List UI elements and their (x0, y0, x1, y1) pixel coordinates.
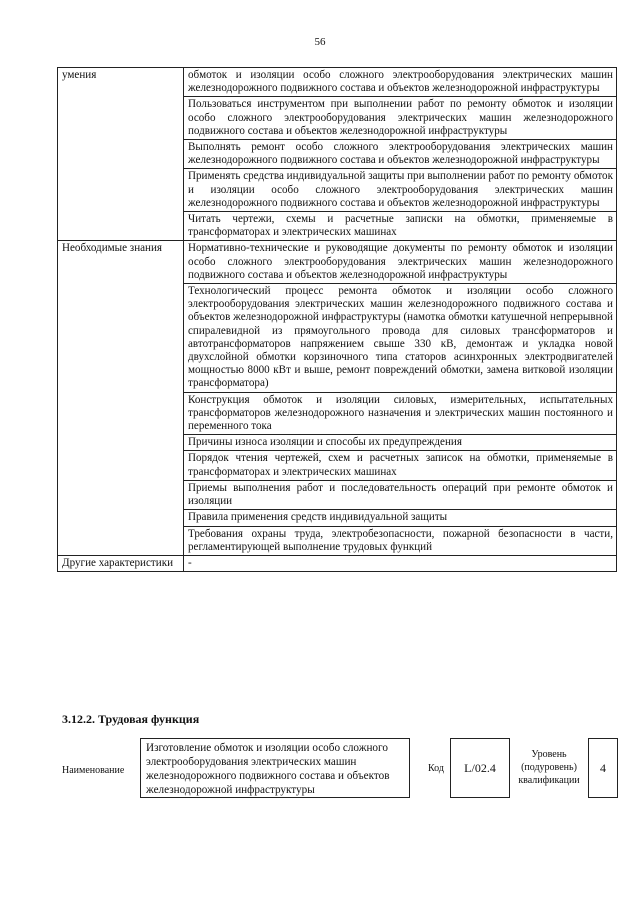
table-row (58, 555, 617, 571)
section-heading: 3.12.2. Трудовая функция (62, 712, 200, 726)
table-cell: Читать чертежи, схемы и расчетные записки на обмотки, применяемые в трансформаторах и электрических машинах (184, 212, 617, 241)
requirements-table (57, 67, 617, 572)
table-cell: Причины износа изоляции и способы их предупреждения (184, 435, 617, 451)
table-cell: Приемы выполнения работ и последовательность операций при ремонте обмоток и изоляции (184, 480, 617, 509)
row-label-knowledge: Необходимые знания (58, 241, 184, 555)
table-row (58, 68, 617, 97)
qualification-level-label: Уровень (подуровень) квалификации (518, 749, 580, 786)
name-label: Наименование (62, 765, 125, 776)
table-cell: Технологический процесс ремонта обмоток и изоляции особо сложного электрооборудования электрических машин железнодорожного подвижного состава и объектов железнодорожной инфраструктуры (намотка обмотки катушечной непрерывной спиралевидной из прямоугольного провода для силовых трансформаторов и автотрансформаторов напряжением свыше 330 кВ, демонтаж и укладка новой двухслойной обмотки корзиночного типа статоров асинхронных электродвигателей мощностью 8000 кВт и выше, ремонт повреждений обмотки, замена витковой изоляции трансформатора) (184, 284, 617, 393)
table-cell: Требования охраны труда, электробезопасности, пожарной безопасности в части, регламентирующей выполнение трудовых функций (184, 526, 617, 555)
row-label-other: Другие характеристики (58, 555, 184, 571)
table-cell: обмоток и изоляции особо сложного электрооборудования электрических машин железнодорожного подвижного состава и объектов железнодорожной инфраструктуры (184, 68, 617, 97)
row-label-skills: умения (58, 68, 184, 241)
table-cell: Выполнять ремонт особо сложного электрооборудования электрических машин железнодорожного подвижного состава и объектов железнодорожной инфраструктуры (184, 140, 617, 169)
table-cell: Порядок чтения чертежей, схем и расчетных записок на обмотки, применяемые в трансформаторах и электрических машинах (184, 451, 617, 480)
table-cell: Конструкция обмоток и изоляции силовых, измерительных, испытательных трансформаторов железнодорожного назначения и электрических машин постоянного и переменного тока (184, 392, 617, 435)
table-row (58, 241, 617, 284)
table-cell: Правила применения средств индивидуальной защиты (184, 510, 617, 526)
code-label: Код (428, 763, 444, 774)
function-name-box: Изготовление обмоток и изоляции особо сложного электрооборудования электрических машин железнодорожного подвижного состава и объектов железнодорожной инфраструктуры (140, 738, 410, 798)
code-box: L/02.4 (450, 738, 510, 798)
table-cell: - (184, 555, 617, 571)
table-cell: Применять средства индивидуальной защиты при выполнении работ по ремонту обмоток и изоляции особо сложного электрооборудования электрических машин железнодорожного подвижного состава и объектов железнодорожной инфраструктуры (184, 169, 617, 212)
table-cell: Нормативно-технические и руководящие документы по ремонту обмоток и изоляции особо сложного электрооборудования электрических машин железнодорожного подвижного состава и объектов железнодорожной инфраструктуры (184, 241, 617, 284)
table-cell: Пользоваться инструментом при выполнении работ по ремонту обмоток и изоляции особо сложного электрооборудования электрических машин железнодорожного подвижного состава и объектов железнодорожной инфраструктуры (184, 97, 617, 140)
page-number: 56 (314, 36, 326, 48)
qualification-level-box: 4 (588, 738, 618, 798)
